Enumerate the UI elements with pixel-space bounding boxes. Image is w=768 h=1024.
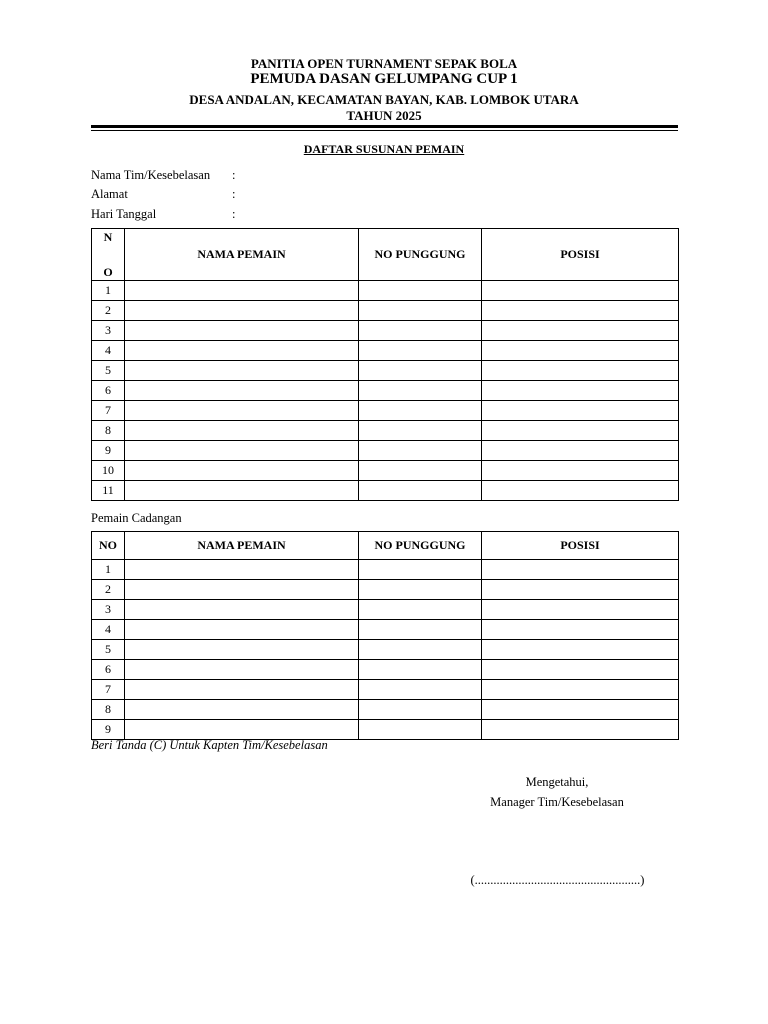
address-colon: :	[232, 187, 236, 201]
player-name-cell[interactable]	[125, 461, 359, 481]
row-number-cell: 7	[92, 680, 125, 700]
header-rule-thick	[91, 125, 678, 128]
position-cell[interactable]	[482, 461, 679, 481]
jersey-number-cell[interactable]	[359, 680, 482, 700]
header-rule-thin	[91, 130, 678, 131]
player-name-cell[interactable]	[125, 401, 359, 421]
table-header-row	[92, 532, 679, 560]
table-row	[92, 481, 679, 501]
table-row	[92, 600, 679, 620]
position-cell[interactable]	[482, 441, 679, 461]
player-name-cell[interactable]	[125, 381, 359, 401]
position-cell[interactable]	[482, 680, 679, 700]
row-number-cell: 7	[92, 401, 125, 421]
row-number-cell: 5	[92, 361, 125, 381]
table-row	[92, 620, 679, 640]
column-header-player-name: NAMA PEMAIN	[125, 229, 359, 281]
position-cell[interactable]	[482, 281, 679, 301]
player-name-cell[interactable]	[125, 640, 359, 660]
table-row	[92, 700, 679, 720]
player-name-cell[interactable]	[125, 441, 359, 461]
jersey-number-cell[interactable]	[359, 580, 482, 600]
position-cell[interactable]	[482, 600, 679, 620]
column-header-jersey-number: NO PUNGGUNG	[359, 229, 482, 281]
column-header-player-name: NAMA PEMAIN	[125, 532, 359, 560]
player-name-cell[interactable]	[125, 301, 359, 321]
player-name-cell[interactable]	[125, 580, 359, 600]
player-name-cell[interactable]	[125, 600, 359, 620]
table-row	[92, 301, 679, 321]
row-number-cell: 2	[92, 301, 125, 321]
player-name-cell[interactable]	[125, 361, 359, 381]
row-number-cell: 11	[92, 481, 125, 501]
address-label: Alamat	[91, 187, 128, 201]
header-event-name: PEMUDA DASAN GELUMPANG CUP 1	[250, 71, 518, 87]
table-row	[92, 401, 679, 421]
table-row	[92, 640, 679, 660]
position-cell[interactable]	[482, 660, 679, 680]
table-row	[92, 341, 679, 361]
row-number-cell: 10	[92, 461, 125, 481]
row-number-cell: 3	[92, 600, 125, 620]
jersey-number-cell[interactable]	[359, 301, 482, 321]
row-number-cell: 6	[92, 381, 125, 401]
main-players-table	[91, 228, 679, 501]
team-name-label: Nama Tim/Kesebelasan	[91, 168, 211, 182]
row-number-cell: 1	[92, 560, 125, 580]
date-colon: :	[232, 207, 236, 221]
column-header-no	[92, 229, 125, 281]
header-committee: PANITIA OPEN TURNAMENT SEPAK BOLA	[250, 56, 518, 71]
header-year: TAHUN 2025	[346, 108, 422, 123]
row-number-cell: 2	[92, 580, 125, 600]
player-name-cell[interactable]	[125, 620, 359, 640]
player-name-cell[interactable]	[125, 560, 359, 580]
row-number-cell: 5	[92, 640, 125, 660]
row-number-cell: 4	[92, 341, 125, 361]
position-cell[interactable]	[482, 640, 679, 660]
player-name-cell[interactable]	[125, 321, 359, 341]
position-cell[interactable]	[482, 401, 679, 421]
column-header-jersey-number: NO PUNGGUNG	[359, 532, 482, 560]
table-row	[92, 381, 679, 401]
column-header-no-bottom: O	[103, 265, 113, 279]
row-number-cell: 4	[92, 620, 125, 640]
player-name-cell[interactable]	[125, 700, 359, 720]
jersey-number-cell[interactable]	[359, 600, 482, 620]
header-location: DESA ANDALAN, KECAMATAN BAYAN, KAB. LOMBOK UTARA	[189, 92, 579, 107]
jersey-number-cell[interactable]	[359, 441, 482, 461]
position-cell[interactable]	[482, 421, 679, 441]
jersey-number-cell[interactable]	[359, 421, 482, 441]
row-number-cell: 9	[92, 441, 125, 461]
jersey-number-cell[interactable]	[359, 481, 482, 501]
player-name-cell[interactable]	[125, 341, 359, 361]
row-number-cell: 8	[92, 421, 125, 441]
position-cell[interactable]	[482, 700, 679, 720]
jersey-number-cell[interactable]	[359, 560, 482, 580]
jersey-number-cell[interactable]	[359, 620, 482, 640]
jersey-number-cell[interactable]	[359, 660, 482, 680]
row-number-cell: 9	[92, 720, 125, 740]
acknowledged-label: Mengetahui,	[525, 775, 589, 789]
position-cell[interactable]	[482, 620, 679, 640]
table-row	[92, 281, 679, 301]
jersey-number-cell[interactable]	[359, 321, 482, 341]
table-row	[92, 361, 679, 381]
table-row	[92, 441, 679, 461]
substitutes-label: Pemain Cadangan	[91, 511, 182, 525]
row-number-cell: 6	[92, 660, 125, 680]
table-row	[92, 660, 679, 680]
player-name-cell[interactable]	[125, 481, 359, 501]
player-name-cell[interactable]	[125, 281, 359, 301]
table-row	[92, 421, 679, 441]
player-name-cell[interactable]	[125, 720, 359, 740]
jersey-number-cell[interactable]	[359, 700, 482, 720]
player-name-cell[interactable]	[125, 680, 359, 700]
jersey-number-cell[interactable]	[359, 461, 482, 481]
row-number-cell: 1	[92, 281, 125, 301]
table-header-row	[92, 229, 679, 281]
jersey-number-cell[interactable]	[359, 640, 482, 660]
position-cell[interactable]	[482, 720, 679, 740]
column-header-position: POSISI	[482, 532, 679, 560]
position-cell[interactable]	[482, 301, 679, 321]
table-row	[92, 461, 679, 481]
row-number-cell: 3	[92, 321, 125, 341]
column-header-no: NO	[92, 532, 125, 560]
player-name-cell[interactable]	[125, 421, 359, 441]
date-label: Hari Tanggal	[91, 207, 157, 221]
jersey-number-cell[interactable]	[359, 720, 482, 740]
position-cell[interactable]	[482, 381, 679, 401]
substitutes-table	[91, 531, 679, 740]
manager-label: Manager Tim/Kesebelasan	[490, 795, 624, 809]
row-number-cell: 8	[92, 700, 125, 720]
jersey-number-cell[interactable]	[359, 341, 482, 361]
table-row	[92, 680, 679, 700]
captain-note: Beri Tanda (C) Untuk Kapten Tim/Kesebelasan	[91, 738, 328, 752]
position-cell[interactable]	[482, 361, 679, 381]
jersey-number-cell[interactable]	[359, 361, 482, 381]
team-name-colon: :	[232, 168, 236, 182]
jersey-number-cell[interactable]	[359, 381, 482, 401]
jersey-number-cell[interactable]	[359, 281, 482, 301]
position-cell[interactable]	[482, 580, 679, 600]
jersey-number-cell[interactable]	[359, 401, 482, 421]
position-cell[interactable]	[482, 321, 679, 341]
table-row	[92, 321, 679, 341]
column-header-no-top: N	[103, 230, 113, 244]
position-cell[interactable]	[482, 341, 679, 361]
signature-line: (.....................................................)	[470, 873, 645, 887]
table-row	[92, 720, 679, 740]
player-name-cell[interactable]	[125, 660, 359, 680]
table-row	[92, 560, 679, 580]
column-header-position: POSISI	[482, 229, 679, 281]
position-cell[interactable]	[482, 560, 679, 580]
position-cell[interactable]	[482, 481, 679, 501]
section-title: DAFTAR SUSUNAN PEMAIN	[303, 142, 465, 156]
table-row	[92, 580, 679, 600]
